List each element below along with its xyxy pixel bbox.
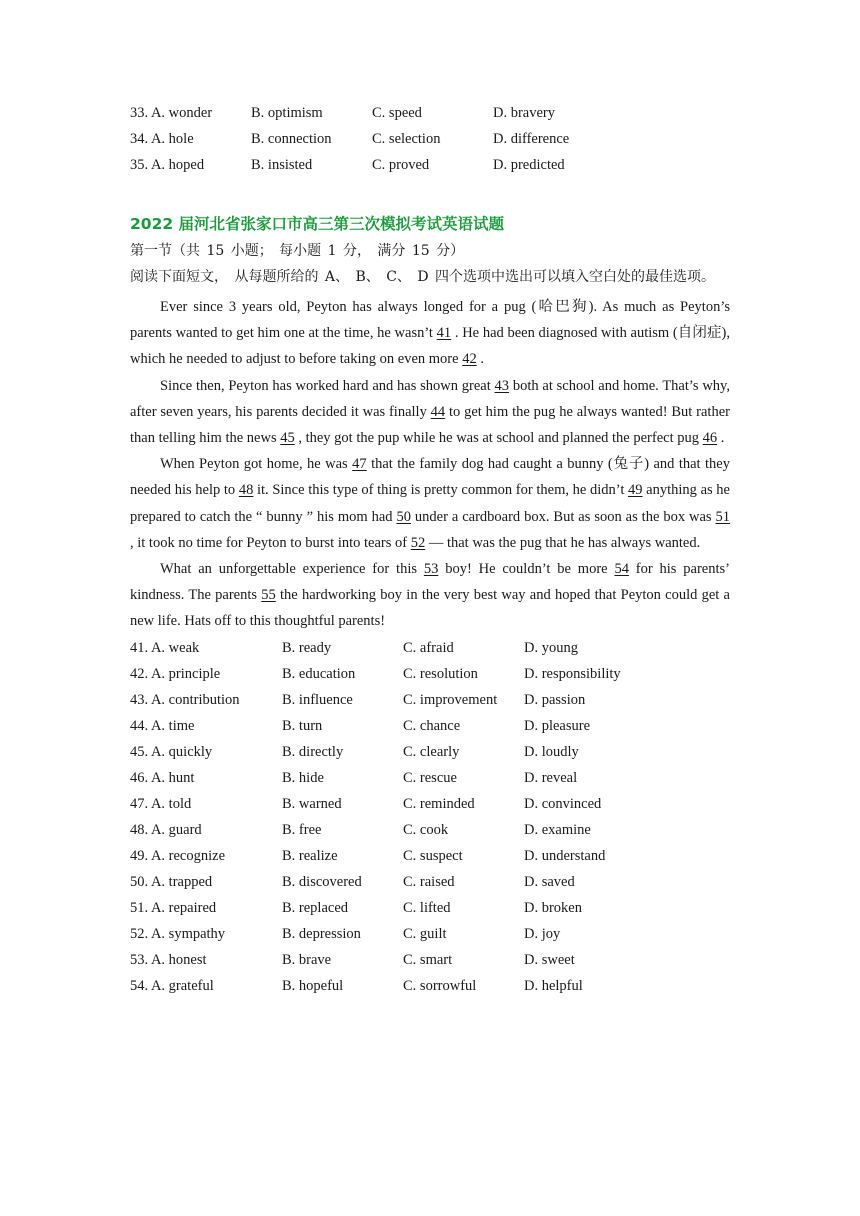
blank-number: 44: [430, 403, 446, 420]
option-a: 44. A. time: [130, 717, 195, 734]
option-a: 33. A. wonder: [130, 105, 213, 121]
option-a: 50. A. trapped: [130, 873, 213, 890]
option-b: B. replaced: [282, 899, 349, 916]
page-content: [130, 100, 730, 999]
question-options: [130, 635, 730, 999]
blank-number: 41: [436, 325, 452, 342]
blank-number: 47: [352, 456, 367, 473]
option-row: [130, 843, 730, 869]
option-row: [130, 661, 730, 687]
option-d: D. broken: [524, 899, 582, 916]
option-a: 45. A. quickly: [130, 743, 213, 760]
option-d: D. helpful: [524, 977, 583, 994]
option-b: B. discovered: [282, 873, 362, 890]
option-b: B. directly: [282, 743, 344, 760]
option-b: B. education: [282, 665, 356, 682]
option-d: D. responsibility: [524, 665, 621, 682]
option-a: 47. A. told: [130, 795, 192, 812]
option-b: B. optimism: [251, 105, 323, 121]
blank-number: 52: [410, 534, 426, 551]
option-c: C. resolution: [403, 665, 478, 682]
option-b: B. influence: [282, 691, 353, 708]
option-row: [130, 635, 730, 661]
option-d: D. difference: [493, 131, 570, 147]
option-d: D. examine: [524, 821, 591, 838]
exam-title: 2022 届河北省张家口市高三第三次模拟考试英语试题: [130, 215, 505, 233]
option-row: [130, 921, 730, 947]
option-row: [130, 126, 730, 152]
option-b: B. turn: [282, 717, 323, 734]
option-row: [130, 739, 730, 765]
option-a: 49. A. recognize: [130, 847, 226, 864]
passage-paragraph-3: When Peyton got home, he was 47 that the family dog had caught a bunny (兔子) and that they needed his help to 48 it. Since this type of thing is pretty common for them, he didn’t 49 anything as he prepared to catch the “ bunny ” his mom had 50 under a cardboard box. But as soon as the box was 51 , it took no time for Peyton to burst into tears of 52 — that was the pug that he has always wanted.: [130, 456, 730, 551]
option-d: D. bravery: [493, 105, 556, 121]
option-row: [130, 152, 730, 178]
option-b: B. free: [282, 821, 322, 838]
option-c: C. rescue: [403, 769, 457, 786]
option-row: [130, 765, 730, 791]
option-row: [130, 687, 730, 713]
option-row: [130, 869, 730, 895]
option-row: [130, 973, 730, 999]
option-a: 52. A. sympathy: [130, 925, 226, 942]
option-a: 41. A. weak: [130, 639, 200, 656]
option-d: D. predicted: [493, 157, 565, 173]
option-c: C. afraid: [403, 639, 454, 656]
option-b: B. insisted: [251, 157, 313, 173]
option-c: C. sorrowful: [403, 977, 477, 994]
section-heading: 第一节（共 15 小题； 每小题 1 分， 满分 15 分）: [130, 243, 465, 259]
option-row: [130, 791, 730, 817]
option-d: D. saved: [524, 873, 575, 890]
blank-number: 55: [261, 587, 276, 604]
passage-paragraph-4: What an unforgettable experience for this 53 boy! He couldn’t be more 54 for his parents’ kindness. The parents 55 the hardworking boy in the very best way and hoped that Peyton could get a new life. Hats off to this thoughtful parents!: [130, 561, 730, 630]
blank-number: 51: [715, 508, 730, 525]
option-d: D. reveal: [524, 769, 578, 786]
option-a: 46. A. hunt: [130, 769, 195, 786]
option-a: 51. A. repaired: [130, 899, 217, 916]
option-row: [130, 817, 730, 843]
option-row: [130, 895, 730, 921]
option-c: C. raised: [403, 873, 455, 890]
option-b: B. brave: [282, 951, 332, 968]
option-a: 54. A. grateful: [130, 977, 214, 994]
option-b: B. ready: [282, 639, 332, 656]
option-c: C. selection: [372, 131, 441, 147]
option-b: B. hide: [282, 769, 324, 786]
option-c: C. lifted: [403, 899, 451, 916]
option-row: [130, 100, 730, 126]
option-c: C. clearly: [403, 743, 460, 760]
passage-paragraph-2: Since then, Peyton has worked hard and has shown great 43 both at school and home. That’s why, after seven years, his parents decided it was finally 44 to get him the pug he always wanted! But rather than telling him the news 45 , they got the pup while he was at school and planned the perfect pug 46 .: [130, 377, 730, 447]
option-a: 35. A. hoped: [130, 157, 205, 173]
option-c: C. reminded: [403, 795, 475, 812]
option-b: B. warned: [282, 795, 342, 812]
option-d: D. passion: [524, 691, 586, 708]
blank-number: 42: [462, 351, 477, 368]
option-d: D. young: [524, 639, 578, 656]
option-b: B. depression: [282, 925, 361, 942]
option-d: D. pleasure: [524, 717, 591, 734]
blank-number: 50: [396, 508, 411, 525]
option-d: D. joy: [524, 925, 561, 942]
blank-number: 46: [702, 430, 718, 447]
instructions: 阅读下面短文， 从每题所给的 A、 B、 C、 D 四个选项中选出可以填入空白处的最佳选项。: [130, 269, 716, 285]
option-c: C. smart: [403, 951, 453, 968]
blank-number: 48: [238, 482, 254, 499]
option-d: D. convinced: [524, 795, 602, 812]
option-c: C. guilt: [403, 925, 447, 942]
option-b: B. hopeful: [282, 977, 344, 994]
blank-number: 53: [423, 561, 439, 578]
blank-number: 54: [614, 561, 629, 578]
option-c: C. improvement: [403, 691, 498, 708]
option-a: 48. A. guard: [130, 821, 202, 838]
option-row: [130, 947, 730, 973]
option-a: 42. A. principle: [130, 665, 221, 682]
option-b: B. connection: [251, 131, 332, 147]
option-a: 53. A. honest: [130, 951, 207, 968]
option-d: D. sweet: [524, 951, 575, 968]
option-c: C. cook: [403, 821, 449, 838]
previous-question-options: [130, 100, 730, 178]
option-d: D. loudly: [524, 743, 579, 760]
blank-number: 49: [628, 482, 643, 499]
option-c: C. chance: [403, 717, 461, 734]
option-c: C. speed: [372, 105, 422, 121]
option-c: C. suspect: [403, 847, 463, 864]
option-a: 34. A. hole: [130, 131, 194, 147]
passage-paragraph-1: Ever since 3 years old, Peyton has always longed for a pug (哈巴狗). As much as Peyton’s parents wanted to get him one at the time, he wasn’t 41 . He had been diagnosed with autism (自闭症), which he needed to adjust to before taking on even more 42 .: [130, 299, 731, 368]
option-row: [130, 713, 730, 739]
option-b: B. realize: [282, 847, 338, 864]
reading-passage: [130, 294, 730, 635]
option-d: D. understand: [524, 847, 606, 864]
option-a: 43. A. contribution: [130, 691, 240, 708]
blank-number: 45: [280, 430, 295, 447]
option-c: C. proved: [372, 157, 430, 173]
blank-number: 43: [494, 377, 510, 394]
